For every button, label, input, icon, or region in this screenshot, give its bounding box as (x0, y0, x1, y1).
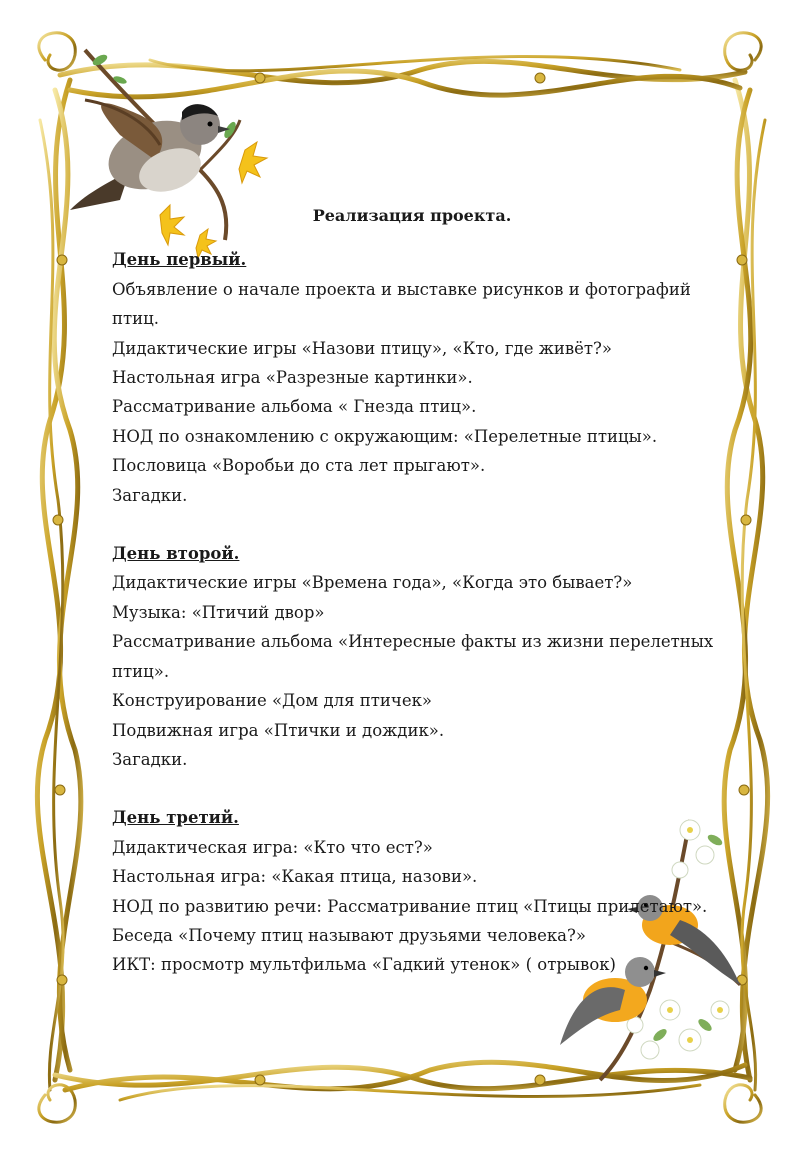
document-body (112, 201, 722, 1009)
day-two-heading: День второй. (112, 544, 240, 564)
text-line: птиц». (112, 661, 170, 681)
section-day-two (112, 539, 722, 774)
text-line: Беседа «Почему птиц называют друзьями человека?» (112, 925, 586, 945)
day-three-heading: День третий. (112, 808, 239, 828)
text-line: Музыка: «Птичий двор» (112, 602, 325, 622)
text-line: Объявление о начале проекта и выставке рисунков и фотографий (112, 279, 691, 299)
text-line: Настольная игра «Разрезные картинки». (112, 368, 473, 388)
text-line: НОД по развитию речи: Рассматривание птиц «Птицы прилетают». (112, 896, 708, 916)
text-line: Загадки. (112, 485, 188, 505)
text-line: Пословица «Воробьи до ста лет прыгают». (112, 456, 486, 476)
text-line: Подвижная игра «Птички и дождик». (112, 720, 445, 740)
text-line: ИКТ: просмотр мультфильма «Гадкий утенок» ( отрывок) (112, 955, 616, 975)
document-title: Реализация проекта. (312, 206, 512, 225)
text-line: Дидактические игры «Назови птицу», «Кто, где живёт?» (112, 338, 613, 358)
text-line: Рассматривание альбома «Интересные факты из жизни перелетных (112, 632, 714, 652)
text-line: Загадки. (112, 749, 188, 769)
text-line: Рассматривание альбома « Гнезда птиц». (112, 397, 477, 417)
section-day-three (112, 803, 722, 979)
sparrow-body (70, 100, 230, 210)
text-line: Дидактическая игра: «Кто что ест?» (112, 837, 433, 857)
text-line: птиц. (112, 309, 159, 329)
text-line: Конструирование «Дом для птичек» (112, 691, 432, 711)
text-line: Дидактические игры «Времена года», «Когда это бывает?» (112, 573, 633, 593)
text-line: Настольная игра: «Какая птица, назови». (112, 867, 478, 887)
text-line: НОД по ознакомлению с окружающим: «Перелетные птицы». (112, 426, 658, 446)
section-day-one (112, 245, 722, 510)
day-one-heading: День первый. (112, 250, 247, 270)
